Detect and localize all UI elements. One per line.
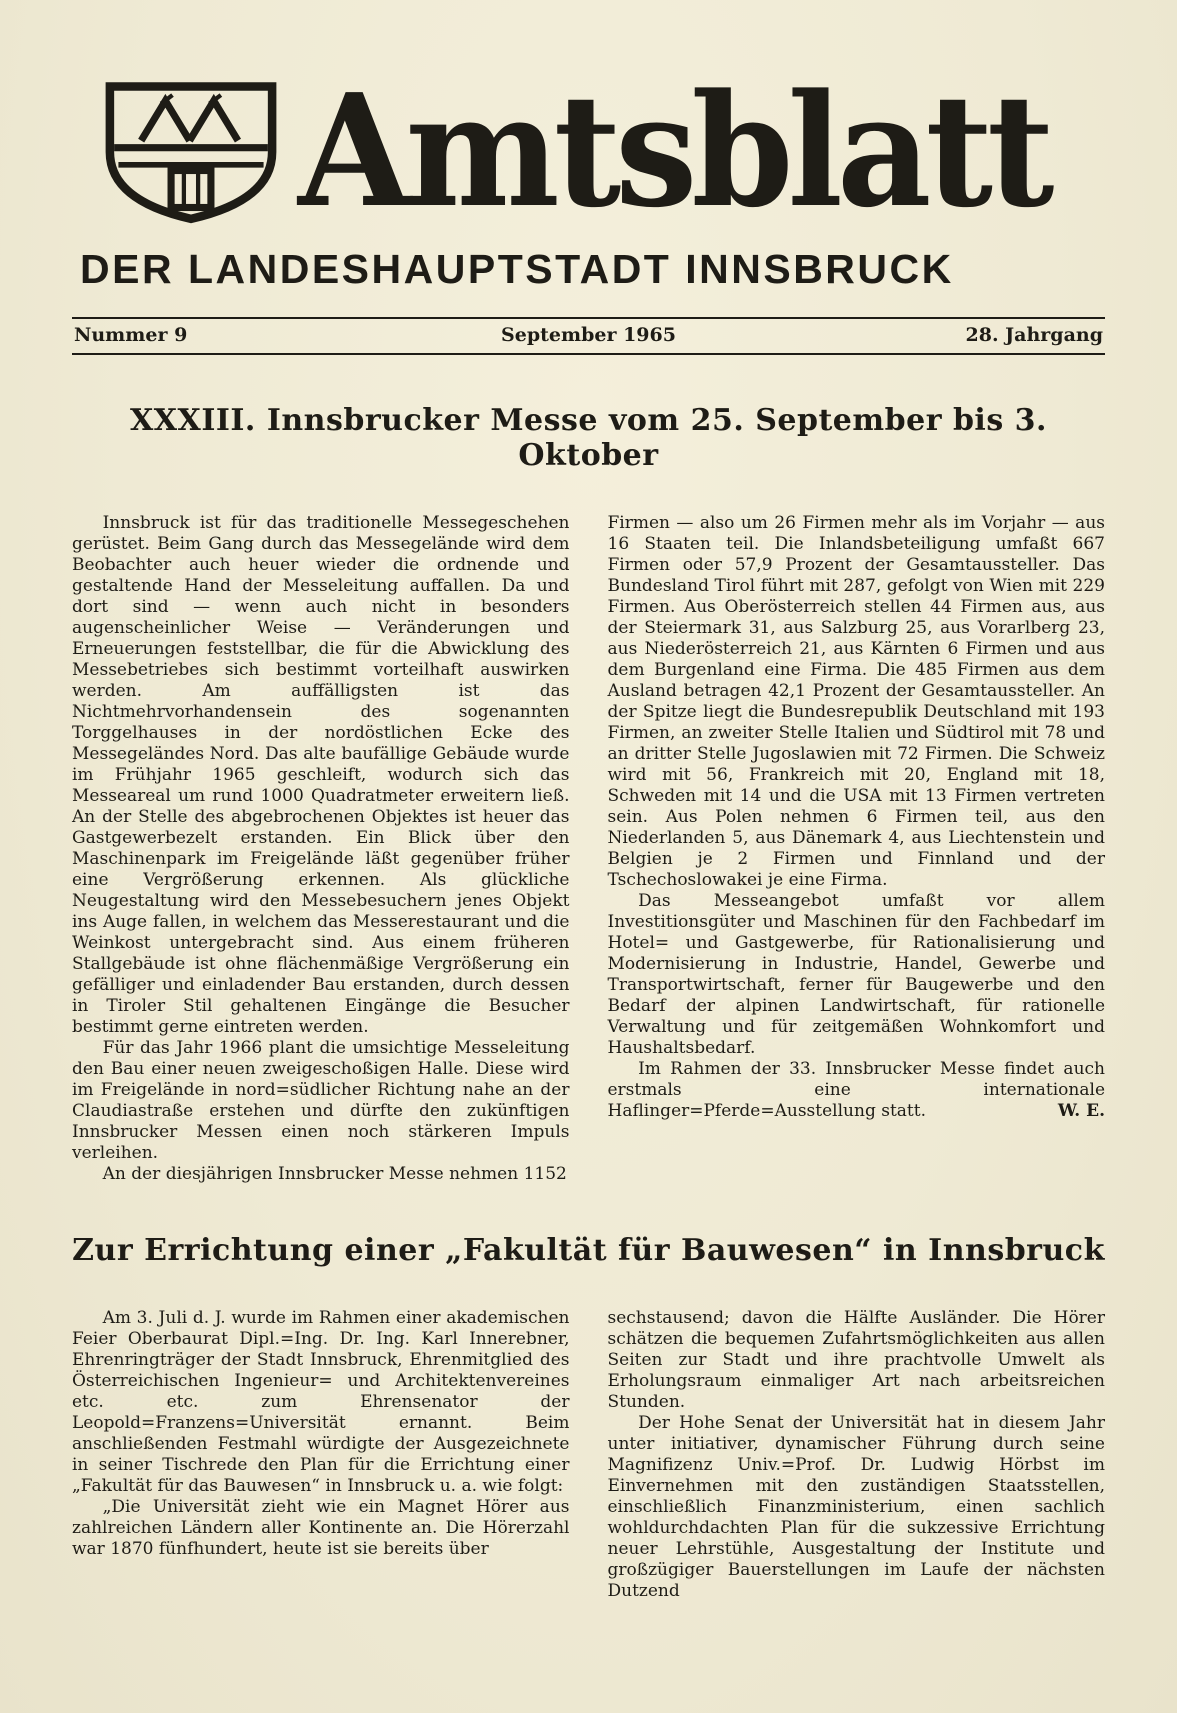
paragraph bbox=[608, 1059, 1106, 1122]
article-fakultaet bbox=[72, 1233, 1105, 1602]
issue-date: September 1965 bbox=[501, 324, 676, 346]
article-fakultaet-left-column bbox=[72, 1308, 570, 1602]
paragraph: An der diesjährigen Innsbrucker Messe nehmen 1152 bbox=[102, 1164, 567, 1184]
paragraph-text: Im Rahmen der 33. Innsbrucker Messe findet auch erstmals eine internationale Haflinger=Pferde=Ausstellung statt. bbox=[607, 1059, 1105, 1121]
issue-bar bbox=[72, 317, 1105, 355]
article-fakultaet-title: Zur Errichtung einer „Fakultät für Bauwesen“ in Innsbruck bbox=[72, 1233, 1105, 1268]
masthead bbox=[72, 60, 1105, 355]
paragraph: „Die Universität zieht wie ein Magnet Hörer aus zahlreichen Ländern aller Kontinente an. Die Hörerzahl war 1870 fünfhundert, heute ist sie bereits über bbox=[72, 1497, 570, 1559]
masthead-title: Amtsblatt bbox=[298, 60, 1049, 242]
paragraph: Das Messeangebot umfaßt vor allem Investitionsgüter und Maschinen für den Fachbedarf im Hotel= und Gastgewerbe, für Rationalisierung und Modernisierung in Industrie, Handel, Gewerbe und Transportwirtschaft, ferner für Baugewerbe und den Bedarf der alpinen Landwirtschaft, für rationelle Verwaltung und für zeitgemäßen Wohnkomfort und Haushaltsbedarf. bbox=[607, 891, 1105, 1058]
article-fakultaet-right-column bbox=[608, 1308, 1106, 1602]
paragraph: sechstausend; davon die Hälfte Ausländer. Die Hörer schätzen die bequemen Zufahrtsmöglichkeiten aus allen Seiten zur Stadt und ihre prachtvolle Umwelt als Erholungsraum einmaliger Art nach arbeitsreichen Stunden. bbox=[607, 1308, 1105, 1412]
masthead-logo-row bbox=[98, 60, 1105, 242]
masthead-subtitle: DER LANDESHAUPTSTADT INNSBRUCK bbox=[80, 246, 954, 292]
article-messe-title: XXXIII. Innsbrucker Messe vom 25. September bis 3. Oktober bbox=[130, 403, 1047, 473]
article-messe-right-column bbox=[608, 513, 1106, 1185]
issue-volume: 28. Jahrgang bbox=[965, 324, 1103, 346]
issue-number: Nummer 9 bbox=[74, 324, 188, 346]
paragraph: Am 3. Juli d. J. wurde im Rahmen einer akademischen Feier Oberbaurat Dipl.=Ing. Dr. Ing. Karl Innerebner, Ehrenringträger der Stadt Innsbruck, Ehrenmitglied des Österreichischen Ingenieur= und Architektenvereines etc. etc. zum Ehrensenator der Leopold=Franzens=Universität ernannt. Beim anschließenden Festmahl würdigte der Ausgezeichnete in seiner Tischrede den Plan für die Errichtung einer „Fakultät für das Bauwesen“ in Innsbruck u. a. wie folgt: bbox=[72, 1308, 570, 1496]
paragraph: Für das Jahr 1966 plant die umsichtige Messeleitung den Bau einer neuen zweigeschoßigen Halle. Diese wird im Freigelände in nord=südlicher Richtung nahe an der Claudiastraße erstehen und dürfte den zukünftigen Innsbrucker Messen einen noch stärkeren Impuls verleihen. bbox=[72, 1038, 570, 1163]
paragraph: Firmen — also um 26 Firmen mehr als im Vorjahr — aus 16 Staaten teil. Die Inlandsbeteiligung umfaßt 667 Firmen oder 57,9 Prozent der Gesamtaussteller. Das Bundesland Tirol führt mit 287, gefolgt von Wien mit 229 Firmen. Aus Oberösterreich stellen 44 Firmen aus, aus der Steiermark 31, aus Salzburg 25, aus Vorarlberg 23, aus Niederösterreich 21, aus Kärnten 6 Firmen und aus dem Burgenland eine Firma. Die 485 Firmen aus dem Ausland betragen 42,1 Prozent der Gesamtaussteller. An der Spitze liegt die Bundesrepublik Deutschland mit 193 Firmen, an zweiter Stelle Italien und Südtirol mit 78 und an dritter Stelle Jugoslawien mit 72 Firmen. Die Schweiz wird mit 56, Frankreich mit 20, England mit 18, Schweden mit 14 und die USA mit 13 Firmen vertreten sein. Aus Polen nehmen 6 Firmen teil, aus den Niederlanden 5, aus Dänemark 4, aus Liechtenstein und Belgien je 2 Firmen und Finnland und der Tschechoslowakei je eine Firma. bbox=[607, 513, 1105, 890]
article-messe-columns bbox=[72, 513, 1105, 1185]
innsbruck-coat-of-arms-icon bbox=[98, 78, 284, 226]
article-messe bbox=[72, 403, 1105, 1185]
paragraph: Der Hohe Senat der Universität hat in diesem Jahr unter initiativer, dynamischer Führung durch seine Magnifizenz Univ.=Prof. Dr. Ludwig Hörbst im Einvernehmen mit den zuständigen Staatsstellen, einschließlich Finanzministerium, einen sachlich wohldurchdachten Plan für die sukzessive Errichtung neuer Lehrstühle, Ausgestaltung der Institute und großzügiger Bauerstellungen im Laufe der nächsten Dutzend bbox=[607, 1413, 1105, 1601]
paragraph: Innsbruck ist für das traditionelle Messegeschehen gerüstet. Beim Gang durch das Messegelände wird dem Beobachter auch heuer wieder die ordnende und gestaltende Hand der Messeleitung auffallen. Da und dort sind — wenn auch nicht in besonders augenscheinlicher Weise — Veränderungen und Erneuerungen feststellbar, die für die Abwicklung des Messebetriebes sich bestimmt vorteilhaft auswirken werden. Am auffälligsten ist das Nichtmehrvorhandensein des sogenannten Torggelhauses in der nordöstlichen Ecke des Messegeländes Nord. Das alte baufällige Gebäude wurde im Frühjahr 1965 geschleift, wodurch sich das Messeareal um rund 1000 Quadratmeter erweitern ließ. An der Stelle des abgebrochenen Objektes ist heuer das Gastgewerbezelt erstanden. Ein Blick über den Maschinenpark im Freigelände läßt gegenüber früher eine Vergrößerung erkennen. Als glückliche Neugestaltung wird den Messebesuchern jenes Objekt ins Auge fallen, in welchem das Messerestaurant und die Weinkost untergebracht sind. Aus einem früheren Stallgebäude ist ohne flächenmäßige Vergrößerung ein gefälliger und einladender Bau erstanden, durch dessen in Tiroler Stil gehaltenen Eingänge die Besucher bestimmt gerne eintreten werden. bbox=[72, 513, 570, 1037]
author-initials: W. E. bbox=[1057, 1101, 1105, 1121]
article-fakultaet-columns bbox=[72, 1308, 1105, 1602]
article-messe-left-column bbox=[72, 513, 570, 1185]
